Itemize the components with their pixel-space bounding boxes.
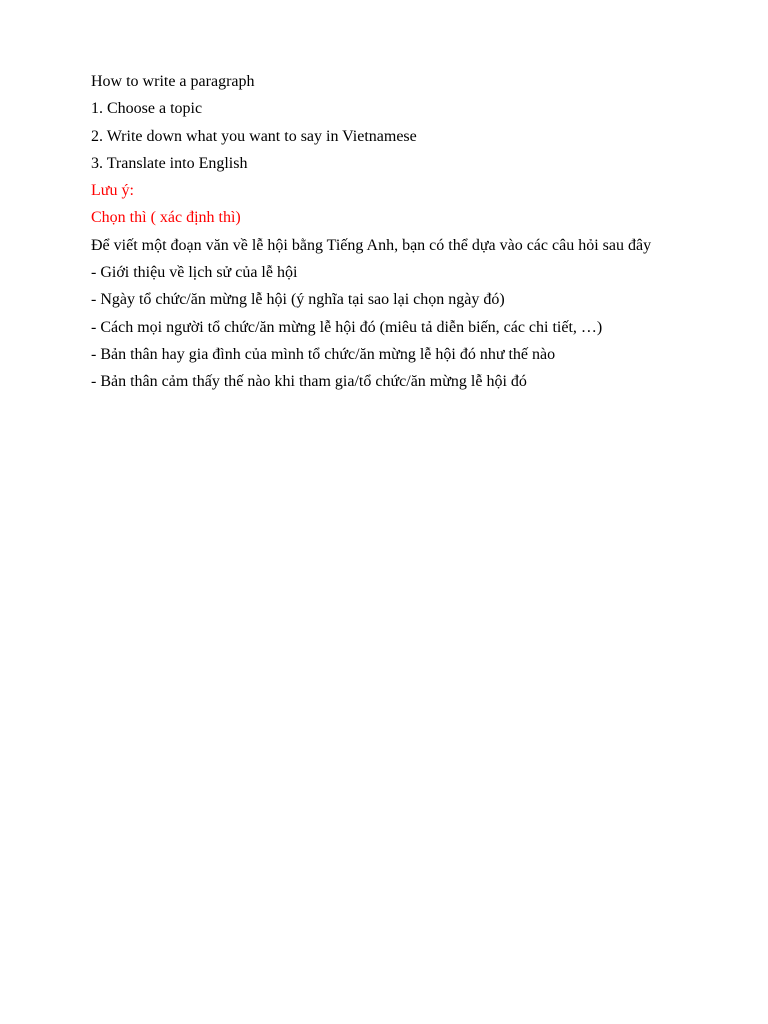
step-item: 3. Translate into English xyxy=(91,154,248,172)
document-title: How to write a paragraph xyxy=(91,73,255,90)
question-item: - Cách mọi người tổ chức/ăn mừng lễ hội đó (miêu tả diễn biến, các chi tiết, …) xyxy=(91,318,603,336)
document-body xyxy=(91,68,741,396)
step-item: 1. Choose a topic xyxy=(91,100,203,118)
question-item: - Bản thân hay gia đình của mình tổ chức/ăn mừng lễ hội đó như thế nào xyxy=(91,345,556,363)
intro-paragraph: Để viết một đoạn văn về lễ hội bằng Tiếng Anh, bạn có thể dựa vào các câu hỏi sau đây xyxy=(91,236,652,254)
step-item: 2. Write down what you want to say in Vietnamese xyxy=(91,127,417,145)
question-item: - Giới thiệu về lịch sử của lễ hội xyxy=(91,264,298,282)
note-text: Chọn thì ( xác định thì) xyxy=(91,209,241,227)
question-item: - Ngày tổ chức/ăn mừng lễ hội (ý nghĩa tại sao lại chọn ngày đó) xyxy=(91,291,505,309)
note-label: Lưu ý: xyxy=(91,182,134,200)
question-item: - Bản thân cảm thấy thế nào khi tham gia/tổ chức/ăn mừng lễ hội đó xyxy=(91,373,527,391)
